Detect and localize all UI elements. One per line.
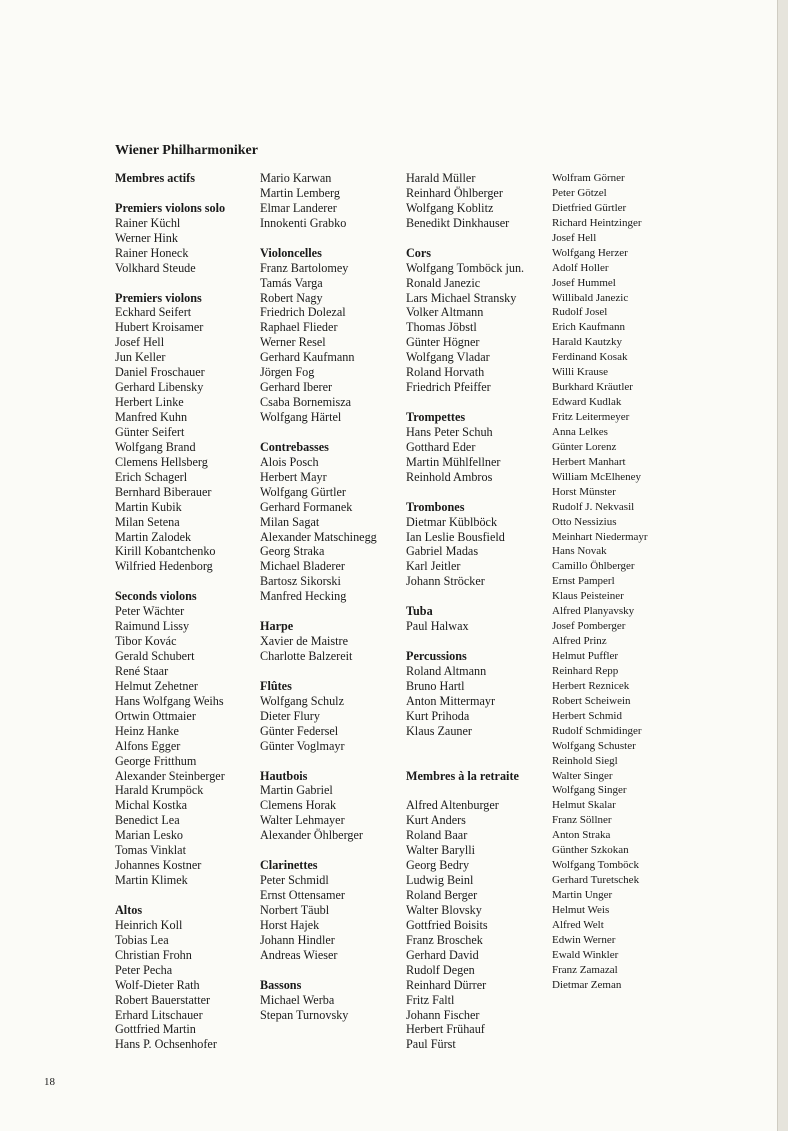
member-name: Alexander Öhlberger (260, 828, 363, 843)
member-name: Manfred Hecking (260, 589, 347, 604)
member-name: Herbert Manhart (552, 455, 626, 468)
member-name: Camillo Öhlberger (552, 560, 635, 573)
spacer (115, 186, 255, 201)
column-3 (406, 171, 551, 1052)
member-name: William McElheney (552, 470, 642, 483)
member-name: Stepan Turnovsky (260, 1007, 349, 1022)
member-name: Clemens Horak (260, 798, 337, 813)
member-name: Hans Wolfgang Weihs (115, 693, 224, 708)
section-heading: Membres à la retraite (406, 768, 519, 783)
member-name: Csaba Bornemisza (260, 395, 352, 410)
member-name: Wolf-Dieter Rath (115, 977, 200, 992)
member-name: Bernhard Biberauer (115, 484, 212, 499)
member-name: Helmut Puffler (552, 650, 619, 662)
member-name: Dieter Flury (260, 708, 320, 723)
member-name: Michal Kostka (115, 798, 188, 813)
member-name: Wolfgang Schulz (260, 693, 344, 708)
member-name: Josef Pomberger (552, 620, 626, 633)
section-heading: Trombones (406, 499, 465, 514)
spacer (260, 664, 400, 679)
member-name: Alfons Egger (115, 738, 181, 753)
member-name: Werner Hink (115, 230, 178, 245)
member-name: Paul Halwax (406, 619, 469, 634)
member-name: Walter Singer (552, 769, 613, 782)
member-name: Rudolf J. Nekvasil (552, 500, 635, 513)
member-name: Kirill Kobantchenko (115, 544, 216, 559)
member-name: Alfred Altenburger (406, 798, 499, 813)
member-name: Dietmar Zeman (552, 978, 622, 991)
member-name: Volker Altmann (406, 305, 484, 320)
member-name: Eckhard Seifert (115, 305, 192, 320)
member-name: Martin Lemberg (260, 185, 340, 200)
member-name: Erich Kaufmann (552, 321, 625, 334)
member-name: Peter Wächter (115, 604, 185, 619)
member-name: Josef Hell (552, 231, 597, 244)
member-name: Helmut Zehetner (115, 678, 198, 693)
member-name: Johann Ströcker (406, 574, 485, 589)
section-heading: Tuba (406, 604, 433, 619)
spacer (260, 425, 400, 440)
member-name: Helmut Weis (552, 903, 610, 916)
member-name: Marian Lesko (115, 828, 184, 843)
member-name: Georg Bedry (406, 858, 470, 873)
member-name: Reinhard Repp (552, 664, 619, 677)
member-name: Wilfried Hedenborg (115, 559, 213, 574)
member-name: Michael Bladerer (260, 559, 345, 574)
member-name: Reinhold Siegl (552, 754, 618, 767)
member-name: Wolfgang Singer (552, 784, 627, 797)
spacer (406, 754, 551, 769)
member-name: Ernst Pamperl (552, 575, 615, 588)
member-name: Roland Berger (406, 888, 478, 902)
spacer (115, 276, 255, 291)
member-name: Innokenti Grabko (260, 215, 347, 230)
member-name: Rainer Honeck (115, 245, 189, 260)
member-name: Tamás Varga (260, 275, 323, 290)
member-name: Dietmar Küblböck (406, 514, 498, 529)
member-name: Günter Seifert (115, 424, 185, 439)
member-name: Gerhard Formanek (260, 499, 353, 514)
member-name: Ian Leslie Bousfield (406, 529, 505, 544)
member-name: Christian Frohn (115, 947, 192, 962)
member-name: Raimund Lissy (115, 619, 190, 634)
member-name: Alexander Steinberger (115, 768, 225, 783)
member-name: Elmar Landerer (260, 200, 337, 215)
member-name: Herbert Schmid (552, 709, 622, 722)
member-name: Alfred Prinz (552, 635, 607, 648)
member-name: Josef Hummel (552, 276, 616, 289)
member-name: Gottfried Martin (115, 1022, 196, 1037)
member-name: Thomas Jöbstl (406, 320, 477, 335)
spacer (115, 574, 255, 589)
member-name: Martin Unger (552, 889, 613, 901)
member-name: Bartosz Sikorski (260, 574, 341, 589)
member-name: Günter Voglmayr (260, 738, 345, 753)
member-name: Ludwig Beinl (406, 873, 474, 888)
member-name: Roland Baar (406, 828, 468, 843)
member-name: Horst Hajek (260, 917, 320, 932)
section-heading: Clarinettes (260, 858, 318, 873)
member-name: Tibor Kovác (115, 634, 177, 649)
member-name: Gerhard Turetschek (552, 874, 640, 887)
member-name: Anton Straka (552, 829, 611, 842)
member-name: Roland Altmann (406, 663, 487, 678)
section-heading: Trompettes (406, 410, 466, 424)
member-name: Charlotte Balzereit (260, 649, 353, 663)
section-heading: Premiers violons solo (115, 200, 226, 215)
member-name: Hans Novak (552, 545, 607, 558)
section-heading: Contrebasses (260, 439, 329, 454)
page-edge (777, 0, 788, 1131)
member-name: Martin Kubik (115, 499, 182, 514)
member-name: Herbert Frühauf (406, 1022, 485, 1037)
member-name: Werner Resel (260, 335, 326, 350)
column-2 (260, 171, 400, 1022)
member-name: Mario Karwan (260, 171, 332, 185)
member-name: Harald Kautzky (552, 336, 622, 349)
member-name: Roland Horvath (406, 365, 485, 380)
member-name: Kurt Anders (406, 813, 466, 828)
section-heading: Harpe (260, 619, 294, 634)
member-name: Ronald Janezic (406, 275, 481, 290)
spacer (406, 783, 551, 798)
member-name: Ferdinand Kosak (552, 351, 628, 364)
member-name: Ewald Winkler (552, 948, 619, 961)
member-name: Friedrich Dolezal (260, 305, 346, 320)
member-name: Raphael Flieder (260, 320, 338, 335)
member-name: René Staar (115, 663, 169, 678)
member-name: Alfred Welt (552, 918, 604, 931)
member-name: Johann Fischer (406, 1007, 480, 1022)
section-heading: Membres actifs (115, 171, 195, 185)
member-name: Tomas Vinklat (115, 843, 186, 858)
member-name: Klaus Peisteiner (552, 590, 624, 603)
member-name: Robert Nagy (260, 290, 323, 305)
member-name: Günter Lorenz (552, 440, 617, 453)
member-name: Peter Pecha (115, 962, 173, 977)
member-name: Edwin Werner (552, 933, 616, 946)
section-heading: Flûtes (260, 678, 292, 693)
spacer (406, 485, 551, 500)
spacer (406, 634, 551, 649)
member-name: Xavier de Maistre (260, 634, 348, 649)
member-name: Horst Münster (552, 485, 616, 498)
member-name: Walter Lehmayer (260, 813, 345, 828)
member-name: Peter Götzel (552, 186, 607, 199)
spacer (406, 589, 551, 604)
member-name: Jun Keller (115, 350, 166, 365)
member-name: Günter Federsel (260, 723, 339, 738)
member-name: Franz Broschek (406, 932, 483, 947)
member-name: Hans Peter Schuh (406, 424, 493, 439)
page-title: Wiener Philharmoniker (115, 143, 258, 158)
member-name: Josef Hell (115, 335, 165, 350)
member-name: Heinz Hanke (115, 723, 179, 738)
member-name: Günter Högner (406, 335, 480, 350)
member-name: Hans P. Ochsenhofer (115, 1037, 217, 1052)
member-name: Milan Setena (115, 514, 180, 529)
member-name: Edward Kudlak (552, 396, 622, 409)
spacer (260, 754, 400, 769)
section-heading: Bassons (260, 977, 302, 992)
member-name: Reinhold Ambros (406, 469, 493, 484)
member-name: Wolfgang Tomböck (552, 859, 640, 872)
column-1 (115, 171, 255, 1052)
member-name: Benedikt Dinkhauser (406, 215, 510, 230)
member-name: Wolfgang Vladar (406, 350, 490, 365)
member-name: Günther Szkokan (552, 844, 629, 857)
member-name: Martin Mühlfellner (406, 454, 501, 469)
member-name: Reinhard Dürrer (406, 977, 487, 992)
member-name: Wolfgang Härtel (260, 410, 342, 424)
member-name: Gerhard Kaufmann (260, 350, 355, 365)
member-name: Gabriel Madas (406, 544, 479, 559)
member-name: Harald Krumpöck (115, 783, 204, 798)
member-name: Willibald Janezic (552, 291, 629, 304)
member-name: Manfred Kuhn (115, 410, 188, 424)
member-name: Wolfgang Brand (115, 439, 196, 454)
member-name: Wolfgang Koblitz (406, 200, 494, 215)
member-name: Adolf Holler (552, 261, 609, 274)
member-name: Friedrich Pfeiffer (406, 380, 491, 395)
member-name: Karl Jeitler (406, 559, 461, 574)
member-name: Wolfgang Herzer (552, 246, 628, 259)
section-heading: Percussions (406, 649, 467, 663)
member-name: Norbert Täubl (260, 902, 330, 917)
member-name: Helmut Skalar (552, 799, 616, 812)
member-name: Jörgen Fog (260, 365, 315, 380)
member-name: Johann Hindler (260, 932, 335, 947)
member-name: Franz Zamazal (552, 963, 618, 976)
member-name: Martin Gabriel (260, 783, 333, 798)
member-name: Benedict Lea (115, 813, 180, 828)
member-name: Daniel Froschauer (115, 365, 205, 380)
member-name: Erhard Litschauer (115, 1007, 203, 1022)
member-name: Heinrich Koll (115, 917, 183, 932)
member-name: Gotthard Eder (406, 439, 476, 454)
member-name: Willi Krause (552, 366, 609, 379)
member-name: Tobias Lea (115, 932, 169, 947)
spacer (406, 231, 551, 246)
member-name: Gottfried Boisits (406, 917, 488, 932)
member-name: Alexander Matschinegg (260, 529, 377, 544)
section-heading: Seconds violons (115, 589, 197, 604)
member-name: Anna Lelkes (552, 425, 608, 438)
member-name: Michael Werba (260, 992, 335, 1007)
member-name: Gerhard David (406, 947, 479, 962)
member-name: Otto Nessizius (552, 515, 617, 528)
member-name: Andreas Wieser (260, 947, 338, 962)
section-heading: Premiers violons (115, 290, 202, 305)
member-name: Klaus Zauner (406, 723, 472, 738)
section-heading: Altos (115, 902, 143, 917)
section-heading: Hautbois (260, 768, 308, 783)
member-name: Gerald Schubert (115, 649, 195, 663)
member-name: Volkhard Steude (115, 260, 196, 275)
member-name: Franz Bartolomey (260, 260, 349, 275)
member-name: Georg Straka (260, 544, 325, 559)
member-name: Kurt Prihoda (406, 708, 470, 723)
spacer (260, 963, 400, 978)
member-name: Peter Schmidl (260, 873, 329, 888)
member-name: Reinhard Öhlberger (406, 185, 503, 200)
member-name: Rudolf Josel (552, 306, 608, 319)
member-name: Walter Barylli (406, 843, 476, 858)
member-name: Gerhard Iberer (260, 380, 333, 395)
member-name: Ortwin Ottmaier (115, 708, 196, 723)
member-name: Anton Mittermayr (406, 693, 496, 708)
member-name: Wolfgang Tomböck jun. (406, 260, 525, 275)
member-name: Robert Scheiwein (552, 694, 631, 707)
member-name: Paul Fürst (406, 1037, 456, 1052)
column-4 (552, 171, 664, 993)
spacer (406, 395, 551, 410)
member-name: Rudolf Schmidinger (552, 724, 642, 737)
member-name: Alfred Planyavsky (552, 605, 635, 618)
member-name: Rainer Küchl (115, 215, 181, 230)
member-name: Wolfgang Schuster (552, 739, 636, 752)
member-name: Fritz Faltl (406, 992, 455, 1007)
page-number: 18 (44, 1076, 55, 1088)
member-name: Walter Blovsky (406, 902, 482, 917)
member-name: Martin Klimek (115, 873, 188, 888)
member-name: George Fritthum (115, 753, 197, 768)
section-heading: Violoncelles (260, 245, 322, 260)
member-name: Harald Müller (406, 171, 476, 185)
member-name: Burkhard Kräutler (552, 381, 633, 394)
member-name: Herbert Reznicek (552, 679, 630, 692)
spacer (260, 843, 400, 858)
member-name: Robert Bauerstatter (115, 992, 211, 1007)
member-name: Ernst Ottensamer (260, 888, 345, 902)
member-name: Franz Söllner (552, 814, 612, 827)
member-name: Fritz Leitermeyer (552, 411, 630, 423)
member-name: Milan Sagat (260, 514, 320, 529)
member-name: Erich Schagerl (115, 469, 188, 484)
member-name: Herbert Mayr (260, 469, 327, 484)
spacer (406, 739, 551, 754)
member-name: Johannes Kostner (115, 858, 202, 873)
spacer (260, 231, 400, 246)
section-heading: Cors (406, 245, 432, 260)
member-name: Wolfgang Gürtler (260, 484, 346, 499)
member-name: Alois Posch (260, 454, 319, 469)
member-name: Martin Zalodek (115, 529, 192, 544)
member-name: Richard Heintzinger (552, 216, 642, 229)
member-name: Meinhart Niedermayr (552, 530, 648, 543)
spacer (115, 888, 255, 903)
spacer (260, 604, 400, 619)
member-name: Hubert Kroisamer (115, 320, 204, 335)
member-name: Bruno Hartl (406, 678, 465, 693)
member-name: Clemens Hellsberg (115, 454, 208, 469)
member-name: Wolfram Görner (552, 172, 625, 184)
member-name: Dietfried Gürtler (552, 201, 627, 214)
member-name: Herbert Linke (115, 395, 184, 410)
member-name: Gerhard Libensky (115, 380, 204, 395)
member-name: Rudolf Degen (406, 962, 475, 977)
member-name: Lars Michael Stransky (406, 290, 517, 305)
